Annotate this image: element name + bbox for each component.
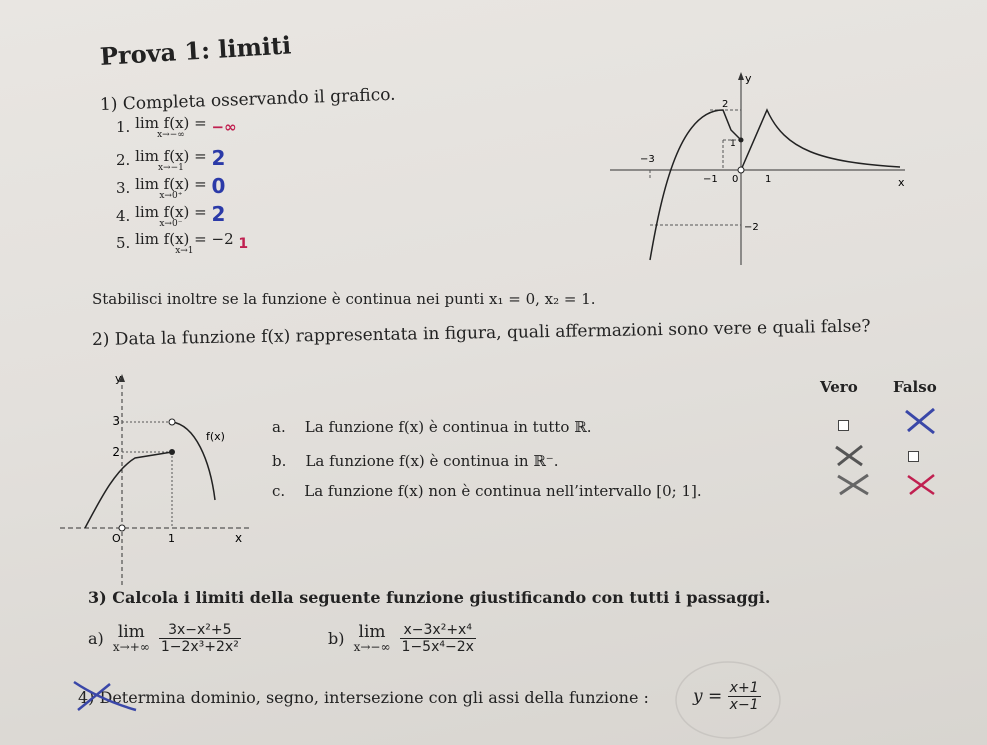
statement-text: La funzione f(x) non è continua nell’intervallo [0; 1]. [304, 482, 702, 500]
statement-text: La funzione f(x) è continua in ℝ⁻. [305, 452, 559, 470]
q1-graph [610, 70, 910, 270]
item-number: 4. [116, 207, 131, 225]
tick-label: −3 [640, 154, 655, 165]
tick-label: −1 [703, 174, 718, 185]
x-mark-icon [904, 472, 940, 498]
fraction-den: 1−5x⁴−2x [401, 639, 474, 655]
fraction-num: 3x−x²+5 [159, 622, 241, 639]
limit-expr: lim f(x) = −2 [135, 230, 234, 248]
checkbox-a-true[interactable] [838, 420, 849, 431]
q1-continuity: Stabilisci inoltre se la funzione è continua nei punti x₁ = 0, x₂ = 1. [92, 290, 596, 308]
q2-graph [60, 370, 260, 590]
q1-item-1 [116, 116, 237, 140]
tick-label: −2 [744, 222, 759, 233]
q1-item-2 [116, 146, 225, 173]
statement-letter: c. [272, 482, 286, 500]
q3-a [88, 622, 241, 655]
limit-expr: lim f(x) = [135, 114, 207, 132]
handwritten-answer: −∞ [211, 118, 237, 136]
tick-label: 3 [112, 414, 120, 428]
limit-sub: x→−∞ [353, 640, 391, 654]
header-false: Falso [893, 378, 937, 396]
item-label: a) [88, 629, 104, 648]
tick-label: 2 [722, 99, 729, 110]
tick-label: 1 [168, 532, 175, 545]
tick-label: 2 [112, 445, 120, 459]
q4-text: 4) Determina dominio, segno, intersezione con gli assi della funzione : [78, 688, 649, 707]
item-number: 2. [116, 151, 131, 169]
fraction-den: x−1 [729, 697, 759, 713]
statement-b [272, 452, 559, 470]
statement-c [272, 482, 702, 500]
open-point [738, 167, 744, 173]
item-label: b) [328, 629, 345, 648]
item-number: 5. [116, 234, 131, 252]
q1-item-4 [116, 202, 225, 229]
item-number: 3. [116, 179, 131, 197]
y-label: y [115, 372, 122, 385]
q1-item-3 [116, 174, 225, 201]
limit-expr: lim f(x) = [135, 203, 207, 221]
filled-point [739, 138, 744, 143]
limit-expr: lim f(x) = [135, 175, 207, 193]
lim-word: lim [358, 622, 386, 642]
circle-mark [668, 640, 788, 740]
tick-label: O [112, 532, 121, 545]
x-label: x [898, 176, 905, 189]
curve-right [741, 110, 900, 170]
curve-left [85, 452, 172, 528]
item-number: 1. [116, 118, 131, 136]
tick-label: 1 [730, 139, 736, 149]
q1-item-5 [116, 232, 248, 256]
limit-sub: x→+∞ [112, 640, 150, 654]
limit-sub: x→1 [175, 246, 194, 256]
handwritten-answer: 2 [211, 202, 226, 226]
statement-a [272, 418, 591, 436]
tick-label: 1 [765, 174, 772, 185]
q3-b [328, 622, 476, 655]
formula-y: y = [693, 686, 723, 707]
handwritten-answer: 2 [211, 146, 226, 170]
y-arrow-icon [738, 72, 744, 80]
q2-intro: 2) Data la funzione f(x) rappresentata in figura, quali affermazioni sono vere e quali false? [91, 316, 871, 350]
header-true: Vero [820, 378, 858, 396]
origin-point [119, 525, 125, 531]
limit-sub: x→0⁺ [159, 191, 183, 201]
curve-left [650, 110, 741, 260]
statement-letter: b. [272, 452, 287, 470]
limit-sub: x→0⁻ [159, 219, 183, 229]
page-title: Prova 1: limiti [99, 30, 292, 71]
function-label: f(x) [206, 430, 225, 443]
limit-expr: lim f(x) = [135, 147, 207, 165]
limit-sub: x→−∞ [157, 130, 185, 140]
lim-word: lim [117, 622, 145, 642]
filled-point [169, 449, 175, 455]
x-mark-icon [900, 405, 940, 437]
y-label: y [745, 72, 752, 85]
statement-text: La funzione f(x) è continua in tutto ℝ. [304, 418, 592, 436]
fraction-num: x+1 [729, 680, 759, 696]
open-point [169, 419, 175, 425]
handwritten-answer: 1 [238, 236, 249, 252]
x-mark-icon [832, 443, 868, 469]
strike-mark-icon [70, 676, 140, 716]
fraction-num: x−3x²+x⁴ [400, 622, 476, 639]
x-label: x [235, 531, 243, 545]
q3-intro: 3) Calcola i limiti della seguente funzione giustificando con tutti i passaggi. [88, 588, 771, 607]
checkbox-b-false[interactable] [908, 451, 919, 462]
tick-label: 0 [732, 174, 739, 185]
x-mark-icon [834, 472, 874, 498]
handwritten-answer: 0 [211, 174, 226, 198]
statement-letter: a. [272, 418, 286, 436]
q1-intro: 1) Completa osservando il grafico. [99, 84, 396, 115]
fraction-den: 1−2x³+2x² [160, 639, 239, 655]
limit-sub: x→−1 [157, 163, 184, 173]
